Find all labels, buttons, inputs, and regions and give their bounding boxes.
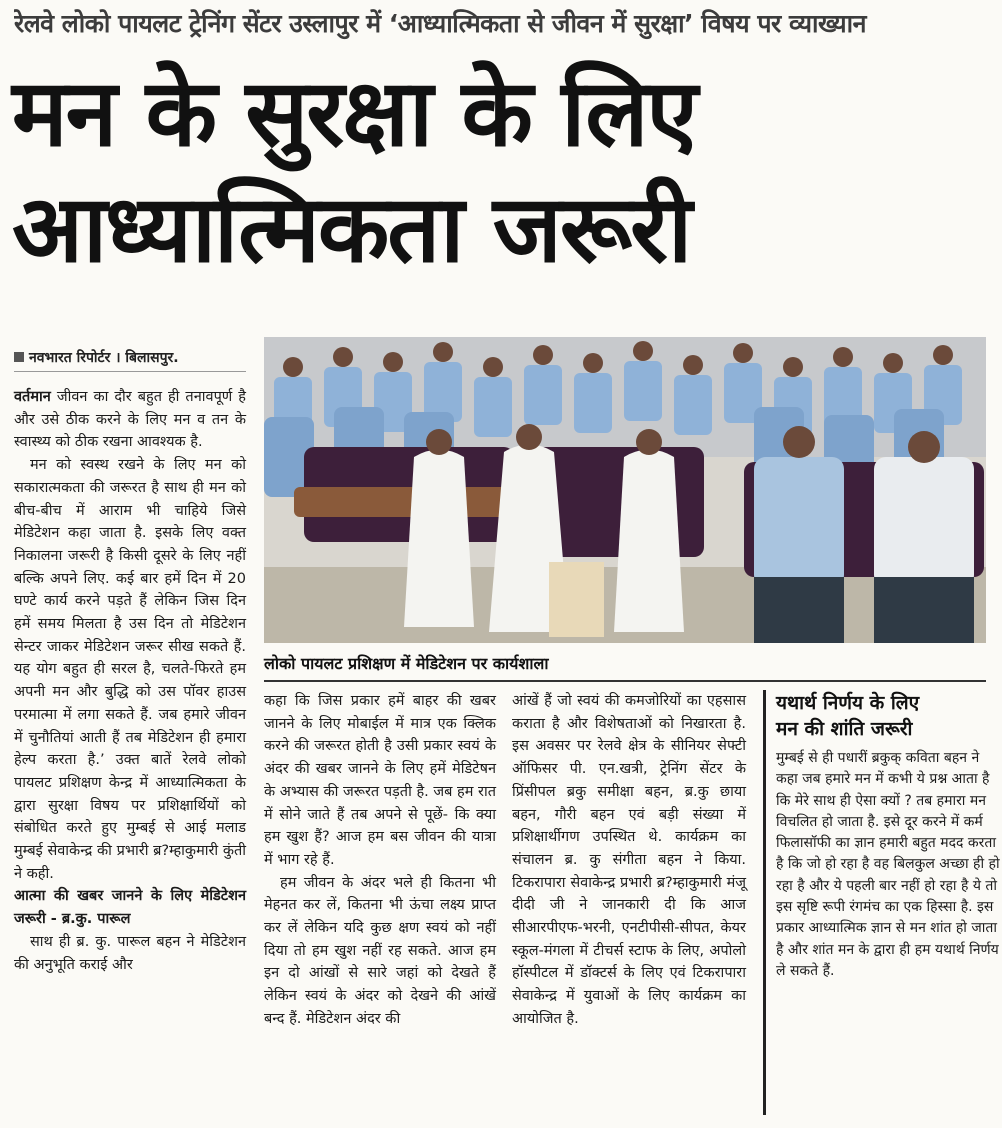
sidebar-title <box>776 690 1001 742</box>
article-paragraph-6: आंखें हैं जो स्वयं की कमजोरियों का एहसास कराता है और विशेषताओं को निखारता है. इस अवसर पर रेलवे क्षेत्र के सीनियर सेफ्टी ऑफिसर पी. एन.खत्री, ट्रेनिंग सेंटर के प्रिंसीपल ब्रकु समीक्षा बहन, ब्र.कु छाया बहन, गौरी बहन एवं बड़ी संख्या में प्रशिक्षार्थीगण उपस्थित थे. कार्यक्रम का संचालन ब्र. कु संगीता बहन ने किया. टिकरापारा सेवाकेन्द्र प्रभारी ब्र?म्हाकुमारी मंजू दीदी जी ने जानकारी दी कि आज सीआरपीएफ-भरनी, एनटीपीसी-सीपत, केयर स्कूल-मंगला में टीचर्स स्टाफ के लिए, अपोलो हॉस्पीटल में डॉक्टर्स के लिए एवं टिकरापारा सेवाकेन्द्र में युवाओं के लिए कार्यक्रम का आयोजित है. <box>512 693 746 1027</box>
sidebar-box <box>763 690 1001 1115</box>
sidebar-title-line-1: यथार्थ निर्णय के लिए <box>776 692 920 714</box>
byline <box>14 348 246 372</box>
byline-square-icon <box>14 352 24 362</box>
article-paragraph-4: कहा कि जिस प्रकार हमें बाहर की खबर जानने के लिए मोबाईल में मात्र एक क्लिक करने की जरूरत होती है उसी प्रकार स्वयं के अंदर की खबर जानने के लिए हमें मेडिटेषन के अभ्यास की जरूरत पड़ती है. जब हम रात में सोने जाते हैं तब अपने से पूछें- कि क्या हम खुश हैं? आज हम बस जीवन की यात्रा में भाग रहे हैं. <box>264 693 496 868</box>
main-headline <box>12 55 992 287</box>
photo-caption: लोको पायलट प्रशिक्षण में मेडिटेशन पर कार्यशाला <box>264 652 986 682</box>
paragraph-1-text: जीवन का दौर बहुत ही तनावपूर्ण है और उसे ठीक करने के लिए मन व तन के स्वास्थ्य को ठीक रखना आवश्यक है. <box>14 389 246 451</box>
headline-line-2: आध्यात्मिकता जरूरी <box>12 175 691 283</box>
article-paragraph-5: हम जीवन के अंदर भले ही कितना भी मेहनत कर लें, कितना भी ऊंचा लक्ष्य प्राप्त कर लें लेकिन यदि कुछ क्षण स्वयं को नहीं दिया तो हम खुश नहीं रह सकते. आज हम इन दो आंखों से सारे जहां को देखते हैं लेकिन स्वयं के अंदर को देखने की आंखें बन्द हैं. मेडिटेशन अंदर की <box>264 874 496 1027</box>
article-subhead: आत्मा की खबर जानने के लिए मेडिटेशन जरूरी - ब्र.कु. पारूल <box>14 888 246 928</box>
article-paragraph-2: मन को स्वस्थ रखने के लिए मन को सकारात्मकता की जरूरत है साथ ही मन को बीच-बीच में आराम भी चाहिये जिसे मेडिटेशन कहा जाता है. इसके लिए वक्त निकालना जरूरी है किसी दूसरे के लिए नहीं बल्कि अपने लिए. कई बार हमें दिन में 20 घण्टे कार्य करने पड़ते हैं लेकिन जिस दिन हमें समय मिलता है उस दिन तो मेडिटेशन सेन्टर जाकर मेडिटेशन जरूर सीख सकते हैं. यह योग बहुत ही सरल है, चलते-फिरते हम अपनी मन और बुद्धि को उस पॉवर हाउस परमात्मा में लगा सकते हैं. जब हमारे जीवन में चुनौतियां आती हैं तब मेडिटेशन ही हमारा हेल्प करता है.’ उक्त बातें रेलवे लोको पायलट प्रशिक्षण केन्द्र में आध्यात्मिकता के द्वारा सुरक्षा विषय पर प्रशिक्षार्थियों को संबोधित करते हुए मुम्बई से आई मलाड मुम्बई सेवाकेन्द्र की प्रभारी ब्र?म्हाकुमारी कुंती ने कही. <box>14 457 246 882</box>
article-paragraph-1 <box>14 386 246 454</box>
article-column-1 <box>14 386 246 976</box>
kicker-headline: रेलवे लोको पायलट ट्रेनिंग सेंटर उस्लापुर में ‘आध्यात्मिकता से जीवन में सुरक्षा’ विषय पर व्याख्यान <box>14 9 866 38</box>
byline-text: नवभारत रिपोर्टर । बिलासपुर. <box>29 350 179 366</box>
headline-line-1: मन के सुरक्षा के लिए <box>12 59 696 167</box>
event-photo <box>264 337 986 643</box>
article-column-3 <box>512 690 746 1031</box>
sidebar-body: मुम्बई से ही पधारीं ब्रकुक् कविता बहन ने कहा जब हमारे मन में कभी ये प्रश्न आता है कि मेरे साथ ही ऐसा क्यों ? तब हमारा मन विचलित हो जाता है. इसे दूर करने में कर्म फिलासॉफी का ज्ञान हमारी बहुत मदद करता है कि जो हो रहा है वह बिलकुल अच्छा ही हो रहा है और ये पहली बार नहीं हो रहा है ये तो इस सृष्टि रूपी रंगमंच का एक हिस्सा है. इस प्रकार आध्यात्मिक ज्ञान से मन शांत हो जाता है और शांत मन के द्वारा ही हम यथार्थ निर्णय ले सकते हैं. <box>776 750 1000 979</box>
lead-word: वर्तमान <box>14 389 51 405</box>
article-paragraph-3: साथ ही ब्र. कु. पारूल बहन ने मेडिटेशन की अनुभूति कराई और <box>14 933 246 973</box>
article-column-2 <box>264 690 496 1031</box>
sidebar-title-line-2: मन की शांति जरूरी <box>776 718 913 740</box>
audience-photo-illustration <box>264 337 986 643</box>
